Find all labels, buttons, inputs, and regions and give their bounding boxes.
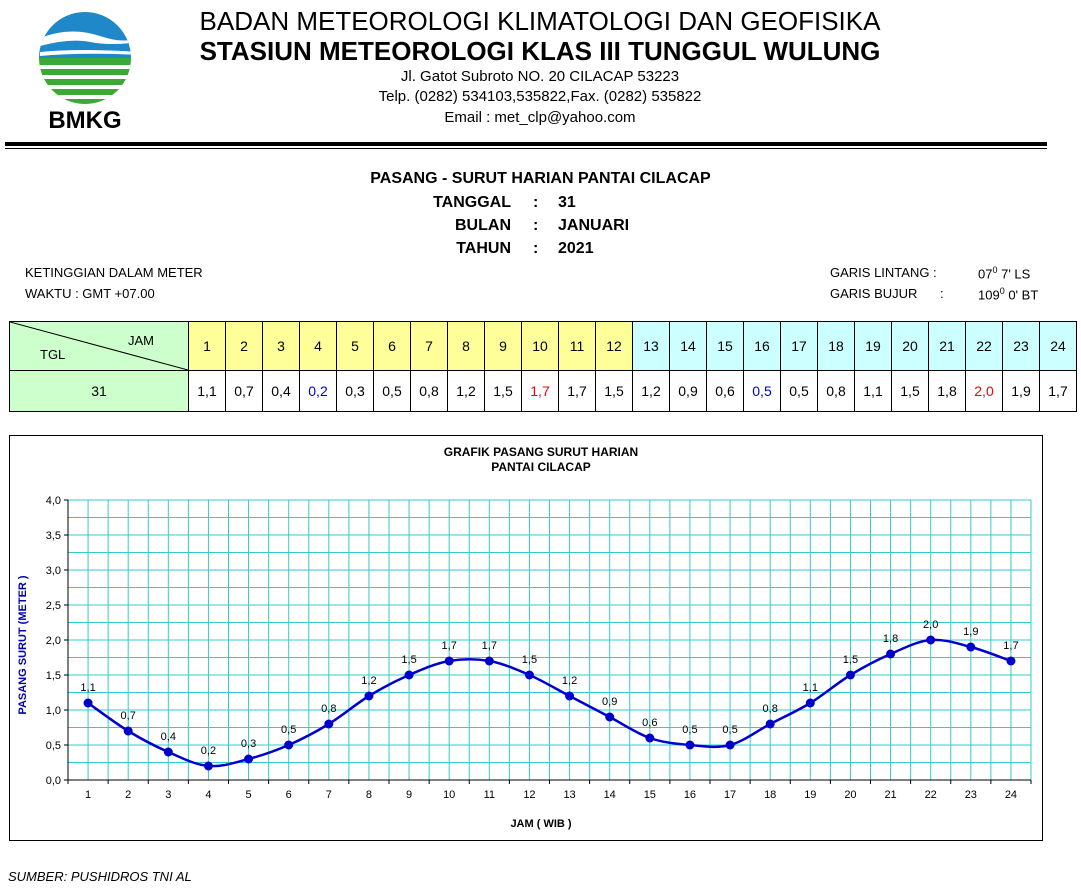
tide-value-cell: 0,4 [263,371,300,412]
data-label: 1,9 [963,626,979,638]
hour-header-cell: 3 [263,322,300,371]
tide-value-cell: 0,5 [744,371,781,412]
corner-diagonal [10,322,188,370]
y-tick-label: 1,5 [45,670,61,682]
email: Email : met_clp@yahoo.com [444,109,636,126]
data-point [645,734,654,743]
hour-header-row [10,322,1077,371]
y-tick-label: 3,0 [45,565,61,577]
x-axis-label: JAM ( WIB ) [510,818,572,830]
x-tick-label: 7 [325,789,332,801]
x-tick-label: 1 [85,789,92,801]
data-label: 1,2 [561,675,578,687]
tide-chart [9,435,1043,841]
longitude-value: $109^0$ 0' BT [978,286,1039,303]
hour-header-cell: 8 [448,322,485,371]
data-label: 1,7 [1003,640,1019,652]
hour-header-cell: 18 [818,322,855,371]
address: Jl. Gatot Subroto NO. 20 CILACAP 53223 [400,68,680,85]
hour-header-cell: 24 [1040,322,1077,371]
row-date-cell: 31 [10,371,189,412]
x-tick-label: 10 [443,789,456,801]
x-tick-label: 12 [523,789,536,801]
data-label: 0,5 [682,724,698,736]
data-label: 0,3 [240,738,257,750]
hour-header-cell: 22 [966,322,1003,371]
data-point [84,699,93,708]
source-note: SUMBER: PUSHIDROS TNI AL [8,869,192,884]
data-point [485,657,494,666]
hour-header-cell: 2 [226,322,263,371]
x-tick-label: 11 [483,789,496,801]
data-point [164,748,173,757]
tide-value-cell: 1,5 [485,371,522,412]
data-label: 0,7 [120,710,136,722]
tide-value-cell: 0,8 [818,371,855,412]
y-tick-label: 0,0 [45,775,61,787]
x-tick-label: 14 [603,789,616,801]
latitude-value: $07^0$ 7' LS [978,265,1031,282]
hour-header-label: JAM [128,333,154,348]
data-point [565,692,574,701]
report-title: PASANG - SURUT HARIAN PANTAI CILACAP [370,170,711,187]
latitude-label: GARIS LINTANG : [830,265,937,280]
header-rule-thick [5,142,1047,146]
y-tick-label: 3,5 [45,530,61,542]
data-point [605,713,614,722]
hour-header-cell: 11 [559,322,596,371]
data-label: 1,7 [481,640,497,652]
data-point [886,650,895,659]
month-label: BULAN [455,217,511,234]
data-label: 1,1 [80,682,96,694]
data-point [926,636,935,645]
x-tick-label: 20 [844,789,857,801]
date-colon: : [533,194,539,211]
hour-header-cell: 4 [300,322,337,371]
y-tick-label: 2,0 [45,635,61,647]
hour-header-cell: 21 [929,322,966,371]
tide-value-cell: 0,2 [300,371,337,412]
x-tick-label: 9 [406,789,413,801]
hour-header-cell: 16 [744,322,781,371]
tide-value-cell: 1,9 [1003,371,1040,412]
hour-header-cell: 15 [707,322,744,371]
tide-value-cell: 2,0 [966,371,1003,412]
tide-value-cell: 0,5 [374,371,411,412]
chart-title-line2: PANTAI CILACAP [491,460,591,474]
y-tick-label: 4,0 [45,495,61,507]
x-tick-label: 21 [884,789,897,801]
hour-header-cell: 17 [781,322,818,371]
x-tick-label: 16 [683,789,697,801]
chart-title-line1: GRAFIK PASANG SURUT HARIAN [443,445,639,459]
data-point [124,727,133,736]
chart-axes [46,495,1031,801]
tide-value-cell: 1,7 [522,371,559,412]
data-label: 1,5 [401,654,417,666]
tide-value-cell: 1,8 [929,371,966,412]
tide-value-cell: 1,5 [892,371,929,412]
data-point [525,671,534,680]
tide-value-cell: 1,1 [855,371,892,412]
tide-value-cell: 0,7 [226,371,263,412]
month-colon: : [533,217,539,234]
logo-text: BMKG [48,107,122,133]
hour-header-cell: 10 [522,322,559,371]
data-label: 0,6 [642,717,658,729]
x-tick-label: 18 [764,789,777,801]
tide-value-cell: 0,9 [670,371,707,412]
tide-value-cell: 1,7 [1040,371,1077,412]
hour-header-cell: 9 [485,322,522,371]
y-tick-label: 2,5 [45,600,61,612]
tide-value-cell: 0,3 [337,371,374,412]
hour-header-cell: 13 [633,322,670,371]
data-label: 1,5 [842,654,859,666]
year-value: 2021 [558,240,594,257]
date-header-label: TGL [40,347,66,362]
x-tick-label: 8 [365,789,372,801]
tide-value-cell: 0,8 [411,371,448,412]
data-point [284,741,293,750]
tide-table [9,321,1077,412]
year-colon: : [533,240,539,257]
bmkg-logo [30,8,140,133]
time-zone: WAKTU : GMT +07.00 [25,286,155,301]
hour-header-cell: 14 [670,322,707,371]
data-label: 0,8 [762,703,778,715]
data-point [364,692,373,701]
tide-value-cell: 1,1 [189,371,226,412]
phone-fax: Telp. (0282) 534103,535822,Fax. (0282) 535822 [378,88,702,105]
data-label: 1,1 [802,682,818,694]
date-label: TANGGAL [433,194,511,211]
header-rule-thin [5,148,1047,149]
data-point [806,699,815,708]
height-unit: KETINGGIAN DALAM METER [25,265,203,280]
corner-header-cell [10,322,189,371]
data-label: 1,2 [361,675,377,687]
data-point [445,657,454,666]
tide-value-cell: 1,5 [596,371,633,412]
data-point [204,762,213,771]
x-tick-label: 15 [643,789,656,801]
x-tick-label: 4 [205,789,212,801]
y-tick-label: 0,5 [45,740,61,752]
data-label: 0,9 [602,696,618,708]
data-label: 0,2 [200,745,217,757]
data-label: 1,8 [882,633,899,645]
station-name: STASIUN METEOROLOGI KLAS III TUNGGUL WULUNG [199,36,881,66]
hour-header-cell: 7 [411,322,448,371]
date-value: 31 [558,194,576,211]
org-name: BADAN METEOROLOGI KLIMATOLOGI DAN GEOFISIKA [199,6,881,36]
x-tick-label: 24 [1004,789,1018,801]
data-point [966,643,975,652]
data-point [726,741,735,750]
data-point [685,741,694,750]
tide-value-cell: 0,6 [707,371,744,412]
tide-value-cell: 1,2 [448,371,485,412]
data-label: 0,5 [281,724,297,736]
month-value: JANUARI [558,217,630,234]
hour-header-cell: 12 [596,322,633,371]
x-tick-label: 2 [125,789,132,801]
x-tick-label: 23 [964,789,977,801]
data-point [324,720,333,729]
data-point [244,755,253,764]
data-label: 0,4 [160,731,176,743]
hour-header-cell: 23 [1003,322,1040,371]
value-row [10,371,1077,412]
longitude-label: GARIS BUJUR [830,286,918,301]
data-label: 2,0 [923,619,939,631]
year-label: TAHUN [456,240,511,257]
hour-header-cell: 5 [337,322,374,371]
x-tick-label: 5 [245,789,252,801]
hour-header-cell: 20 [892,322,929,371]
x-tick-label: 3 [165,789,172,801]
data-point [1006,657,1015,666]
hour-header-cell: 1 [189,322,226,371]
y-tick-label: 1,0 [45,705,61,717]
x-tick-label: 22 [924,789,937,801]
y-axis-label: PASANG SURUT (METER ) [17,575,29,715]
x-tick-label: 13 [563,789,576,801]
x-tick-label: 6 [285,789,292,801]
tide-value-cell: 0,5 [781,371,818,412]
data-point [846,671,855,680]
x-tick-label: 19 [804,789,817,801]
data-label: 1,5 [521,654,538,666]
x-tick-label: 17 [723,789,737,801]
data-label: 0,5 [722,724,738,736]
data-label: 0,8 [321,703,337,715]
longitude-colon: : [940,286,944,301]
hour-header-cell: 6 [374,322,411,371]
hour-header-cell: 19 [855,322,892,371]
data-point [405,671,414,680]
tide-value-cell: 1,2 [633,371,670,412]
data-label: 1,7 [441,640,457,652]
data-point [766,720,775,729]
tide-value-cell: 1,7 [559,371,596,412]
